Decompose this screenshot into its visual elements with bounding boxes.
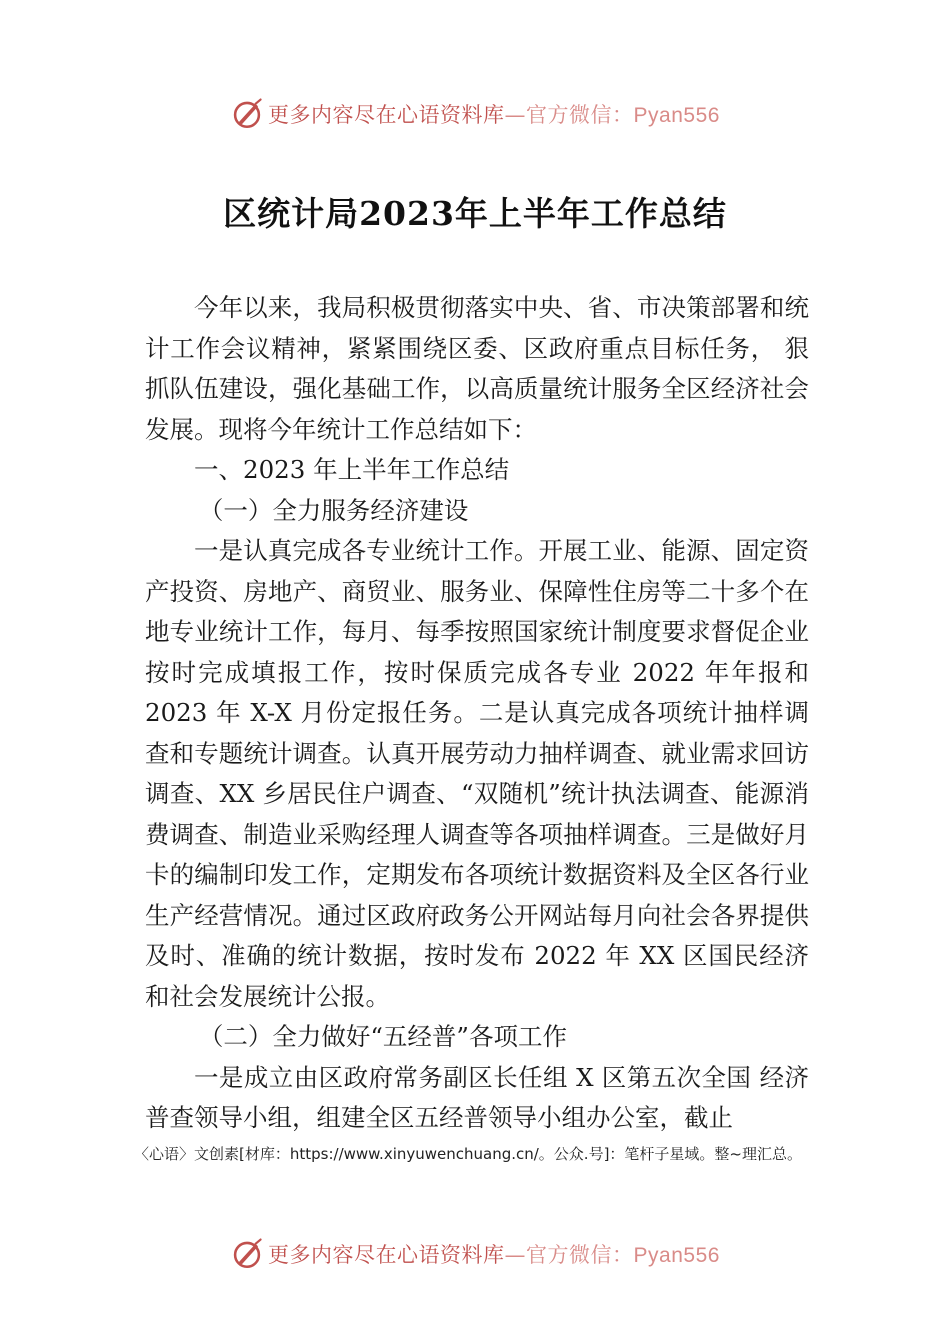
banner-text: 更多内容尽在心语资料库—官方微信：Pyan556 — [268, 1243, 720, 1267]
document-title: 区统计局2023年上半年工作总结 — [223, 194, 727, 233]
source-footnote: 〈心语〉文创素[材库：https://www.xinyuwenchuang.cn/。公众.号]：笔杆子星域。整~理汇总。 — [134, 1145, 803, 1163]
subsection-heading: （二）全力做好“五经普”各项工作 — [198, 1022, 567, 1051]
quill-logo-icon — [230, 97, 264, 131]
body-paragraph: 一是认真完成各专业统计工作。开展工业、能源、固定资产投资、房地产、商贸业、服务业、保障性住房等二十多个在地专业统计工作，每月、每季按照国家统计制度要求督促企业按时完成填报工作，按时保质完成各专业 2022 年年报和 2023 年 X-X 月份定报任务。二是认真完成各项统计抽样调查和专题统计调查。认真开展劳动力抽样调查、就业需求回访调查、XX 乡居民住户调查、“双随机”统计执法调查、能源消费调查、制造业采购经理人调查等各项抽样调查。三是做好月卡的编制印发工作，定期发布各项统计数据资料及全区各行业生产经营情况。通过区政府政务公开网站每月向社会各界提供及时、准确的统计数据，按时发布 2022 年 XX 区国民经济和社会发展统计公报。 — [145, 536, 809, 1011]
section-heading: 一、2023 年上半年工作总结 — [194, 455, 510, 484]
document-body — [145, 288, 809, 1139]
quill-logo-icon — [230, 1237, 264, 1271]
header-banner — [0, 94, 950, 134]
subsection-heading: （一）全力服务经济建设 — [198, 495, 469, 525]
body-paragraph: 一是成立由区政府常务副区长任组 X 区第五次全国 经济普查领导小组，组建全区五经普领导小组办公室，截止 — [145, 1062, 809, 1132]
intro-paragraph: 今年以来，我局积极贯彻落实中央、省、市决策部署和统计工作会议精神，紧紧围绕区委、区政府重点目标任务， 狠抓队伍建设，强化基础工作，以高质量统计服务全区经济社会发展。现将今年统计工作总结如下： — [145, 293, 809, 444]
banner-text: 更多内容尽在心语资料库—官方微信：Pyan556 — [268, 103, 720, 127]
footer-banner — [0, 1234, 950, 1274]
